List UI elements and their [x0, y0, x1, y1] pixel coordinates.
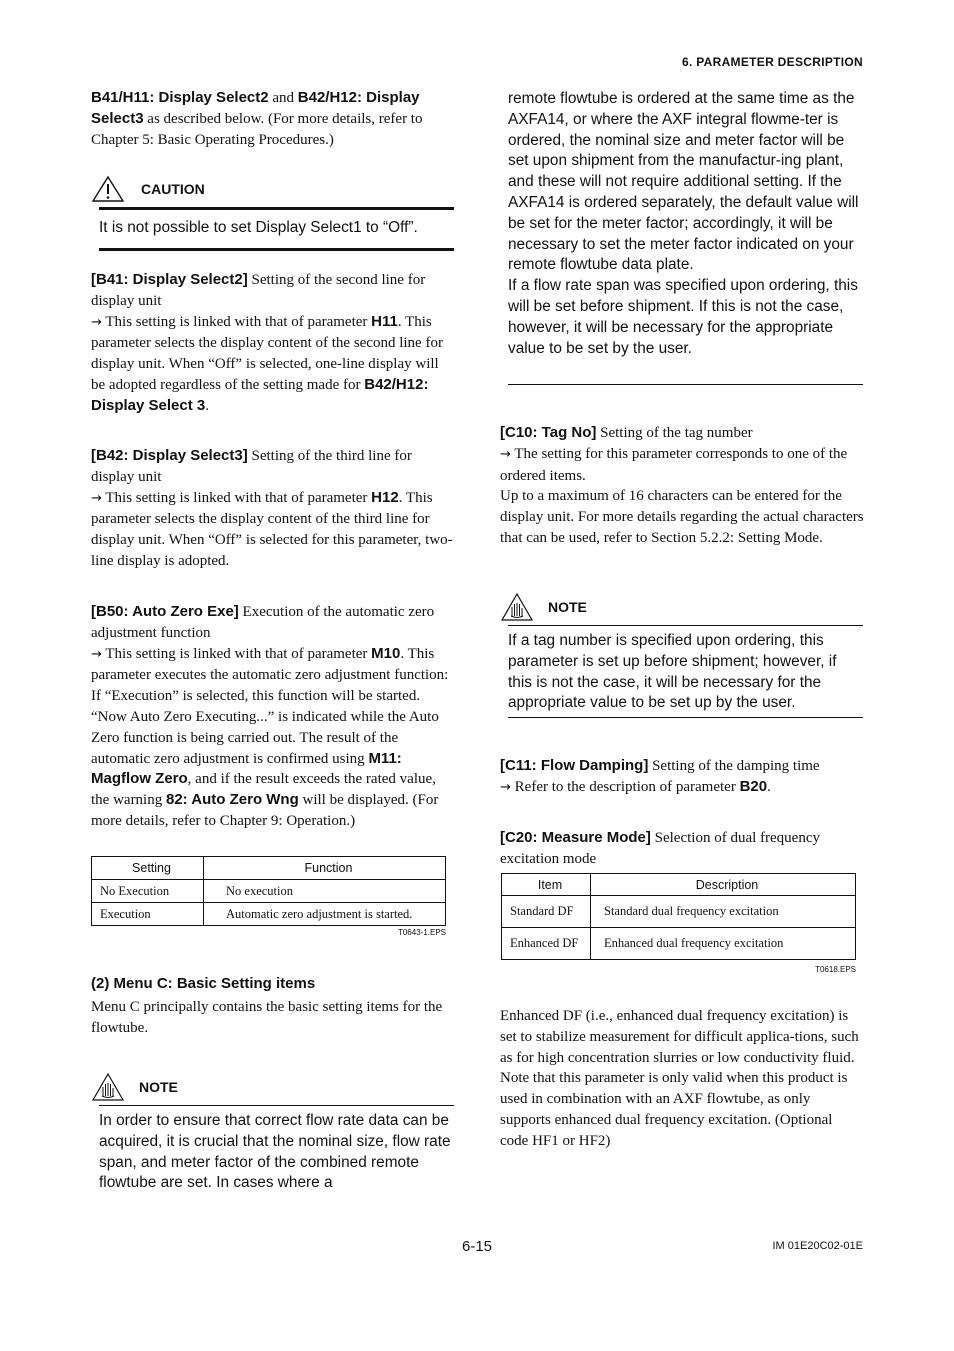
- table-header-row: [92, 857, 446, 880]
- b50-subtitle: Execution of the automatic zero adjustment function: [91, 604, 435, 641]
- note-label: NOTE: [139, 1079, 178, 1095]
- b50-link-param: M10: [371, 644, 401, 662]
- table-row: [92, 880, 446, 903]
- page-number: 6-15: [461, 1238, 493, 1255]
- c11-param: B20: [739, 777, 768, 795]
- b50-title: [B50: Auto Zero Exe]: [91, 603, 239, 620]
- caution-triangle-icon: [91, 175, 125, 203]
- note-rule: [508, 625, 863, 626]
- b42-body: . This parameter selects the display content of the third line for display unit. When “Off” is selected for this parameter, two-line display is adopted.: [91, 489, 453, 569]
- caution-label: CAUTION: [141, 181, 205, 197]
- arrow-right-icon: →: [500, 779, 511, 795]
- table-cell: Enhanced dual frequency excitation: [591, 928, 856, 960]
- c11-section: [500, 756, 864, 799]
- hand-note-icon: [91, 1072, 125, 1102]
- b41-link-param: H11: [371, 312, 398, 330]
- c10-subtitle: Setting of the tag number: [596, 425, 753, 441]
- document-id: IM 01E20C02-01E: [772, 1240, 863, 1252]
- intro-bold-1: B41/H11: Display Select2: [91, 89, 269, 106]
- table-row: [92, 903, 446, 926]
- table-header: Function: [204, 857, 446, 880]
- arrow-right-icon: →: [500, 446, 511, 462]
- note-end-rule: [508, 384, 863, 385]
- c11-line: Refer to the description of parameter: [510, 778, 740, 795]
- b42-subtitle: Setting of the third line for display unit: [91, 448, 412, 485]
- c11-subtitle: Setting of the damping time: [648, 758, 820, 774]
- menu-c-section: [91, 974, 454, 1039]
- caution-top-rule: [99, 207, 454, 210]
- note-header: [500, 592, 864, 622]
- table-cell: No Execution: [92, 880, 204, 903]
- c10-line: The setting for this parameter corresponds to one of the ordered items.: [500, 445, 848, 484]
- table-cell: Execution: [92, 903, 204, 926]
- intro-rest: as described below. (For more details, refer to Chapter 5: Basic Operating Procedures.): [91, 110, 423, 148]
- c20-section: [500, 828, 864, 870]
- note-header: [91, 1072, 454, 1102]
- note-1-continued: [508, 89, 864, 359]
- measure-mode-table: [501, 873, 856, 974]
- c10-title: [C10: Tag No]: [500, 424, 597, 441]
- intro-bold-2: B42/H12: Display Select3: [91, 89, 420, 127]
- b50-body-2: , and if the result exceeds the rated value, the warning: [91, 771, 436, 809]
- b42-link-param: H12: [371, 488, 399, 506]
- b42-link-text: This setting is linked with that of parameter: [101, 489, 372, 506]
- note-end-rule: [508, 717, 863, 718]
- b41-body: . This parameter selects the display content of the second line for display unit. When “Off” is selected, one-line display will be adopted regardless of the setting made for: [91, 313, 443, 393]
- note-1-cont-text-2: If a flow rate span was specified upon ordering, this will be set before shipment. If this is not the case, however, it will be necessary for the appropriate value to be set by the user.: [508, 277, 858, 357]
- note-1-text: In order to ensure that correct flow rate data can be acquired, it is crucial that the nominal size, flow rate span, and meter factor of the combined remote flowtube are set. In cases where a: [99, 1112, 451, 1192]
- table-header: Description: [591, 874, 856, 896]
- arrow-right-icon: →: [91, 646, 102, 662]
- c10-body: Up to a maximum of 16 characters can be entered for the display unit. For more details regarding the actual characters that can be used, refer to Section 5.2.2: Setting Mode.: [500, 488, 864, 546]
- note-1-cont-text-1: remote flowtube is ordered at the same time as the AXFA14, or where the AXF integral flowme-ter is ordered, the nominal size and meter factor will be set upon shipment from the manufactur-ing plant, and these will not require additional setting. If the AXFA14 is ordered separately, the default value will be set for the meter factor; accordingly, it will be necessary to set the meter factor indicated on your remote flowtube data plate.: [508, 90, 859, 274]
- b41-link-text: This setting is linked with that of parameter: [101, 313, 372, 330]
- table-eps-label: T0643-1.EPS: [397, 928, 446, 937]
- b50-body-3: will be displayed. (For more details, refer to Chapter 9: Operation.): [91, 792, 439, 829]
- b41-section: [91, 270, 454, 417]
- b50-bold-2: 82: Auto Zero Wng: [165, 791, 299, 809]
- c11-end: .: [767, 778, 771, 795]
- note-box-1: [91, 1072, 454, 1102]
- menu-c-heading: (2) Menu C: Basic Setting items: [91, 975, 316, 992]
- note-rule: [99, 1105, 454, 1106]
- note-box-2: [500, 592, 864, 622]
- b50-body-1: . This parameter executes the automatic zero adjustment function: If “Execution” is selected, this function will be started. “Now Auto Zero Executing...” is indicated while the Auto Zero function is being carried out. The result of the automatic zero adjustment is confirmed using: [91, 645, 449, 767]
- b41-body-end: .: [205, 397, 209, 414]
- enhanced-df-paragraph: Enhanced DF (i.e., enhanced dual frequency excitation) is set to stabilize measurement for difficult applica-tions, such as for high concentration slurries or low conductivity fluid. Note that this parameter is only valid when this product is used in combination with an AXF flowtube, as only supports enhanced dual frequency excitation. (Optional code HF1 or HF2): [500, 1008, 859, 1149]
- table-cell: No execution: [204, 880, 446, 903]
- caution-bottom-rule: [99, 248, 454, 251]
- c20-title: [C20: Measure Mode]: [500, 829, 651, 846]
- b41-title: [B41: Display Select2]: [91, 271, 248, 288]
- b50-bold-1: M11: Magflow Zero: [91, 749, 402, 788]
- arrow-right-icon: →: [91, 490, 102, 506]
- note-label: NOTE: [548, 599, 587, 615]
- b42-section: [91, 446, 454, 572]
- hand-note-icon: [500, 592, 534, 622]
- table-cell: Standard DF: [502, 896, 591, 928]
- table-header: Item: [502, 874, 591, 896]
- table-cell: Automatic zero adjustment is started.: [204, 903, 446, 926]
- c20-subtitle: Selection of dual frequency excitation mode: [500, 830, 820, 867]
- table-row: [502, 896, 856, 928]
- b50-link-text: This setting is linked with that of parameter: [101, 645, 372, 662]
- table-eps-label: T0618.EPS: [815, 965, 856, 974]
- caution-header: [91, 174, 454, 204]
- intro-paragraph: [91, 88, 454, 150]
- section-header: 6. PARAMETER DESCRIPTION: [682, 55, 863, 69]
- intro-and: and: [268, 90, 298, 106]
- b41-body-bold: B42/H12: Display Select 3: [91, 375, 429, 414]
- b42-title: [B42: Display Select3]: [91, 447, 248, 464]
- note-2-text: If a tag number is specified upon ordering, this parameter is set up before shipment; however, if this is not the case, it will be necessary for the appropriate value to be set up by the user.: [508, 632, 837, 712]
- table-row: [502, 928, 856, 960]
- table-cell: Enhanced DF: [502, 928, 591, 960]
- table-cell: Standard dual frequency excitation: [591, 896, 856, 928]
- b41-subtitle: Setting of the second line for display unit: [91, 272, 426, 309]
- table-header: Setting: [92, 857, 204, 880]
- caution-text: It is not possible to set Display Select1 to “Off”.: [99, 219, 418, 236]
- b50-section: [91, 602, 454, 832]
- caution-box: [91, 174, 454, 204]
- c10-section: [500, 423, 864, 549]
- menu-c-text: Menu C principally contains the basic setting items for the flowtube.: [91, 999, 443, 1036]
- table-header-row: [502, 874, 856, 896]
- c11-title: [C11: Flow Damping]: [500, 757, 649, 774]
- arrow-right-icon: →: [91, 314, 102, 330]
- auto-zero-table: [91, 856, 446, 937]
